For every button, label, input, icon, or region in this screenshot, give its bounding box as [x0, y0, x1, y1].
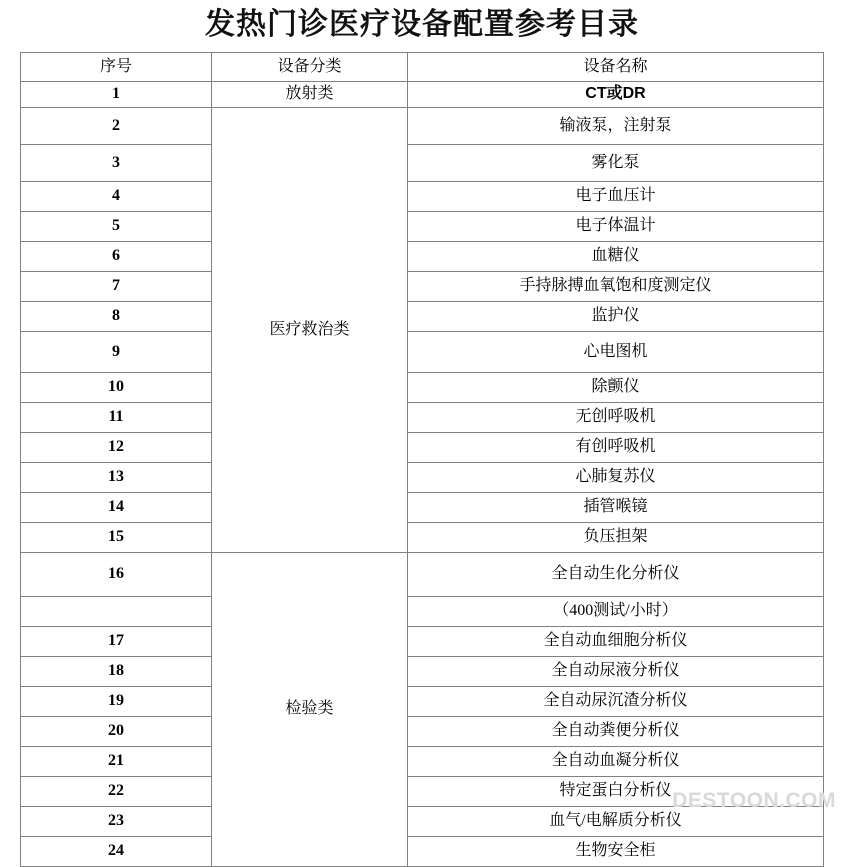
equipment-name: 血糖仪: [408, 241, 824, 271]
row-no: 17: [21, 626, 212, 656]
equipment-name: 特定蛋白分析仪: [408, 776, 824, 806]
equipment-name: CT或DR: [408, 81, 824, 107]
table-row: [21, 626, 824, 656]
row-no: 16: [21, 552, 212, 596]
table-row: [21, 686, 824, 716]
row-no: 15: [21, 522, 212, 552]
table-row: [21, 402, 824, 432]
row-no: 20: [21, 716, 212, 746]
equipment-name: 全自动粪便分析仪: [408, 716, 824, 746]
table-row: [21, 746, 824, 776]
table-row: [21, 144, 824, 181]
table-row: [21, 552, 824, 596]
equipment-name: 监护仪: [408, 301, 824, 331]
equipment-name: 手持脉搏血氧饱和度测定仪: [408, 271, 824, 301]
equipment-name: 心电图机: [408, 331, 824, 372]
equipment-name: 心肺复苏仪: [408, 462, 824, 492]
row-no: 2: [21, 107, 212, 144]
table-row: [21, 241, 824, 271]
equipment-name: 全自动生化分析仪: [408, 552, 824, 596]
row-no: 4: [21, 181, 212, 211]
row-no: 11: [21, 402, 212, 432]
row-no: 14: [21, 492, 212, 522]
row-no: 23: [21, 806, 212, 836]
row-no: 21: [21, 746, 212, 776]
equipment-name: 负压担架: [408, 522, 824, 552]
equipment-name: 电子体温计: [408, 211, 824, 241]
table-row: [21, 836, 824, 866]
row-no: 6: [21, 241, 212, 271]
table-row: [21, 181, 824, 211]
table-row: [21, 716, 824, 746]
page-title: 发热门诊医疗设备配置参考目录: [205, 8, 639, 41]
table-row: [21, 331, 824, 372]
row-no: 19: [21, 686, 212, 716]
row-no: 7: [21, 271, 212, 301]
equipment-name-line2: （400测试/小时）: [408, 596, 824, 626]
table-row: [21, 522, 824, 552]
row-no: 24: [21, 836, 212, 866]
row-no: 1: [21, 81, 212, 107]
table-row: [21, 806, 824, 836]
row-no-empty: [21, 596, 212, 626]
table-row: [21, 211, 824, 241]
row-no: 18: [21, 656, 212, 686]
equipment-name: 全自动血细胞分析仪: [408, 626, 824, 656]
equipment-catalog-table: [20, 52, 824, 867]
table-row: [21, 107, 824, 144]
table-header-row: [21, 52, 824, 81]
table-row: [21, 271, 824, 301]
table-row: [21, 372, 824, 402]
category-treatment: 医疗救治类: [212, 107, 408, 552]
table-row: [21, 432, 824, 462]
row-no: 13: [21, 462, 212, 492]
row-no: 9: [21, 331, 212, 372]
row-no: 8: [21, 301, 212, 331]
equipment-name: 全自动尿液分析仪: [408, 656, 824, 686]
column-header-name: 设备名称: [408, 52, 824, 81]
table-row: [21, 81, 824, 107]
equipment-name: 全自动血凝分析仪: [408, 746, 824, 776]
equipment-name: 无创呼吸机: [408, 402, 824, 432]
equipment-name: 有创呼吸机: [408, 432, 824, 462]
row-no: 22: [21, 776, 212, 806]
table-row: [21, 301, 824, 331]
equipment-name: 输液泵，注射泵: [408, 107, 824, 144]
equipment-name: 生物安全柜: [408, 836, 824, 866]
equipment-name: 血气/电解质分析仪: [408, 806, 824, 836]
row-no: 5: [21, 211, 212, 241]
row-no: 10: [21, 372, 212, 402]
equipment-name: 全自动尿沉渣分析仪: [408, 686, 824, 716]
row-no: 3: [21, 144, 212, 181]
table-row: [21, 776, 824, 806]
table-row: [21, 462, 824, 492]
category-radiology: 放射类: [212, 81, 408, 107]
site-watermark: DESTOON.COM: [672, 789, 836, 812]
column-header-category: 设备分类: [212, 52, 408, 81]
table-row: [21, 656, 824, 686]
equipment-name: 电子血压计: [408, 181, 824, 211]
table-row-continuation: [21, 596, 824, 626]
equipment-name: 插管喉镜: [408, 492, 824, 522]
column-header-no: 序号: [21, 52, 212, 81]
category-lab: 检验类: [212, 552, 408, 866]
equipment-name: 除颤仪: [408, 372, 824, 402]
equipment-name: 雾化泵: [408, 144, 824, 181]
table-row: [21, 492, 824, 522]
row-no: 12: [21, 432, 212, 462]
